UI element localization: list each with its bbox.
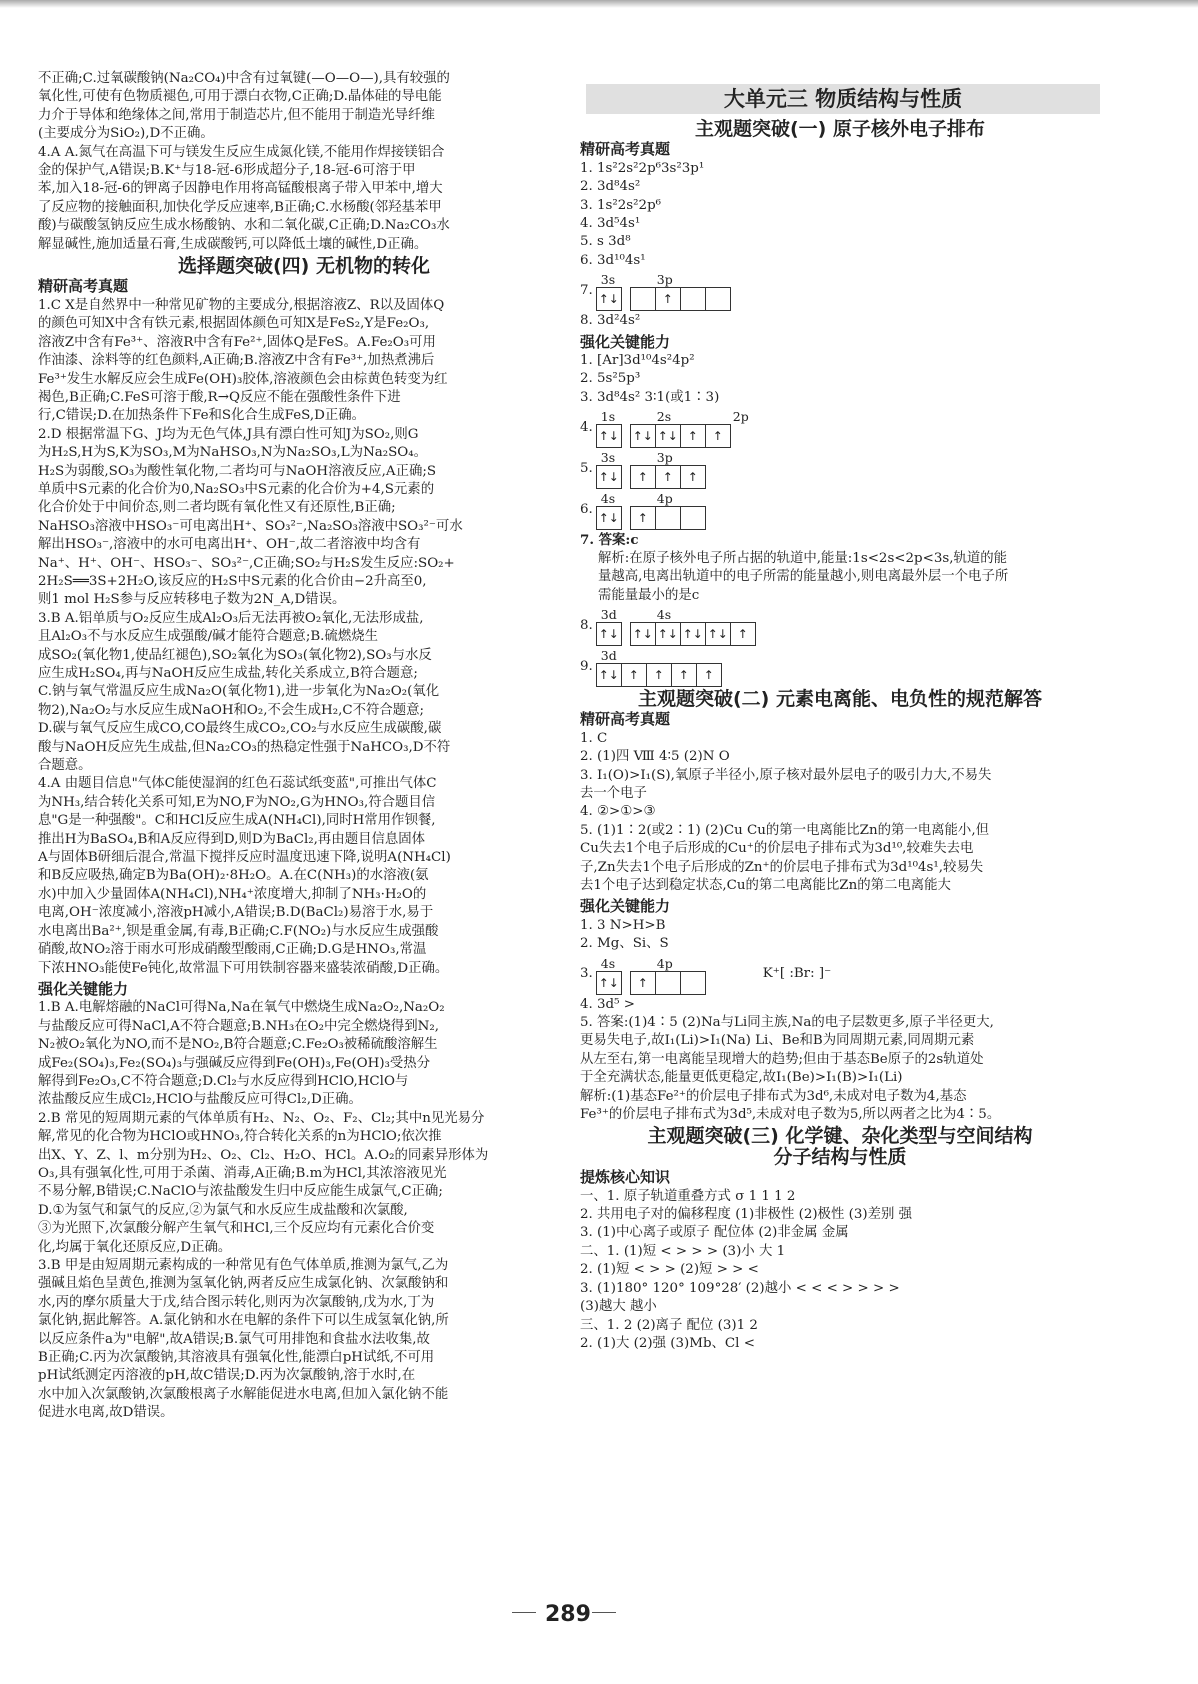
orbital-box-row (597, 622, 756, 646)
orbital-label: 4s (600, 955, 616, 971)
text-line: 硝酸,故NO₂溶于雨水可形成硝酸型酸雨,C正确;D.G是HNO₃,常温 (38, 942, 427, 958)
text-line: Na⁺、H⁺、OH⁻、HSO₃⁻、SO₃²⁻,C正确;SO₂与H₂S发生反应:SO₂+ (38, 555, 455, 571)
orbital-box-row (597, 663, 722, 687)
text-line: 水中加入次氯酸钠,次氯酸根离子水解能促进水电离,但加入氯化钠不能 (38, 1386, 449, 1402)
subsection-title: 提炼核心知识 (580, 1168, 671, 1187)
text-line: 解,常见的化合物为HClO或HNO₃,符合转化关系的n为HClO;依次推 (38, 1129, 442, 1145)
text-line: 解析:在原子核外电子所占据的轨道中,能量:1s<2s<2p<3s,轨道的能 (598, 550, 1008, 566)
section-title: 主观题突破(一) 原子核外电子排布 (695, 118, 985, 140)
orbital-label: 4p (656, 955, 673, 971)
orbital-box-row (597, 971, 729, 995)
orbital-labels (597, 955, 729, 971)
item-number: 5. (580, 461, 593, 477)
explanation (580, 550, 1100, 605)
text-line: O₃,具有强氧化性,可用于杀菌、消毒,A正确;B.m为HCl,其浓溶液见光 (38, 1165, 447, 1181)
text-line: 二、1. (1)短 < > > > (3)小 大 1 (580, 1243, 786, 1259)
text-line: (主要成分为SiO₂),D不正确。 (38, 126, 214, 142)
text-line: 化合价处于中间价态,则二者均既有氧化性又有还原性,B正确; (38, 500, 396, 516)
orbital-label: 2s (656, 409, 672, 425)
text-line: N₂被O₂氧化为NO,而不是NO₂,B符合题意;C.Fe₂O₃被稀硫酸溶解生 (38, 1037, 438, 1053)
text-line: 2. Mg、Si、S (580, 936, 669, 952)
right-column (580, 70, 1100, 1353)
orbital-box (655, 971, 681, 995)
text-line: 3. I₁(O)>I₁(S),氧原子半径小,原子核对最外层电子的吸引力大,不易失 (580, 767, 992, 783)
text-line: 物2),Na₂O₂与水反应生成NaOH和O₂,不会生成H₂,C不符合题意; (38, 702, 425, 718)
orbital-labels (597, 647, 722, 663)
orbital-diagram (580, 955, 1100, 995)
text-line: 出X、Y、Z、l、m分别为H₂、O₂、Cl₂、H₂O、HCl。A.O₂的同素异形体为 (38, 1147, 489, 1163)
text-line: 解出HSO₃⁻,溶液中的水可电离出H⁺、OH⁻,故二者溶液中均含有 (38, 537, 421, 553)
item-number: 4. (580, 420, 593, 436)
orbital-box: ↑ (696, 663, 722, 687)
text-line: ③为光照下,次氯酸分解产生氧气和HCl,三个反应均有元素化合价变 (38, 1221, 435, 1237)
text-line: 从左至右,第一电离能呈现增大的趋势;但由于基态Be原子的2s轨道处 (580, 1051, 984, 1067)
text-line: 应生成H₂SO₄,再与NaOH反应生成盐,转化关系成立,B符合题意; (38, 666, 418, 681)
text-line: 电离,OH⁻浓度减小,溶液pH减小,A错误;B.D(BaCl₂)易溶于水,易于 (38, 905, 434, 921)
answer-line: 7. 答案:c (580, 532, 639, 549)
orbital-box: ↑ (671, 663, 697, 687)
text-line: D.碳与氧气反应生成CO,CO最终生成CO₂,CO₂与水反应生成碳酸,碳 (38, 721, 442, 737)
answer-block (38, 297, 570, 978)
subsection-title: 强化关键能力 (580, 332, 671, 351)
text-line: 化,均属于氧化还原反应,D正确。 (38, 1239, 232, 1255)
orbital-box: ↑↓ (596, 465, 622, 489)
text-line: 3. 3d⁸4s² 3∶1(或1∶3) (580, 389, 720, 405)
text-line: 1. 1s²2s²2p⁶3s²3p¹ (580, 160, 705, 176)
text-line: 推出H为BaSO₄,B和A反应得到D,则D为BaCl₂,再由题目信息固体 (38, 831, 426, 847)
orbital-box: ↑ (630, 506, 656, 530)
text-line: 2. 5s²5p³ (580, 371, 641, 387)
orbital-box-row (597, 424, 805, 448)
orbital-diagram (580, 408, 1100, 448)
text-line: 2.B 常见的短周期元素的气体单质有H₂、N₂、O₂、F₂、Cl₂;其中n见光易分 (38, 1110, 485, 1126)
orbital-boxes (597, 647, 722, 687)
text-line: 4. ②>①>③ (580, 804, 656, 820)
text-line: Cu失去1个电子后形成的Cu⁺的价层电子排布式为3d¹⁰,较难失去电 (580, 841, 974, 857)
answer-list (580, 160, 1100, 270)
orbital-box (680, 506, 706, 530)
orbital-labels (597, 490, 729, 506)
text-line: 1.B A.电解熔融的NaCl可得Na,Na在氧气中燃烧生成Na₂O₂,Na₂O₂ (38, 1000, 445, 1016)
text-line: 浓盐酸反应生成Cl₂,HClO与盐酸反应可得Cl₂,D正确。 (38, 1092, 362, 1108)
text-line: 为H₂S,H为S,K为SO₃,M为NaHSO₃,N为Na₂SO₃,L为Na₂SO₄。 (38, 445, 428, 461)
orbital-box: ↑ (655, 287, 681, 311)
text-line: 4.A 由题目信息"气体C能使湿润的红色石蕊试纸变蓝",可推出气体C (38, 776, 437, 792)
orbital-box: ↑↓ (630, 424, 656, 448)
text-line: (3)越大 越小 (580, 1299, 657, 1315)
orbital-box: ↑↓ (596, 971, 622, 995)
answer-list (580, 352, 1100, 407)
text-line: 1. C (580, 730, 608, 746)
page-number-rule (592, 1612, 616, 1613)
orbital-box: ↑ (730, 622, 756, 646)
text-line: 2. (1)四 Ⅷ 4∶5 (2)N O (580, 749, 730, 765)
section-title: 主观题突破(三) 化学键、杂化类型与空间结构 (647, 1125, 1033, 1148)
orbital-box (680, 971, 706, 995)
text-line: 4.A A.氮气在高温下可与镁发生反应生成氮化镁,不能用作焊接镁铝合 (38, 144, 445, 160)
text-line: 1. 3 N>H>B (580, 917, 666, 933)
text-line: B正确;C.丙为次氯酸钠,其溶液具有强氧化性,能漂白pH试纸,不可用 (38, 1350, 435, 1366)
text-line: 以反应条件a为"电解",故A错误;B.氯气可用排饱和食盐水法收集,故 (38, 1331, 430, 1347)
text-line: 3. (1)中心离子或原子 配位体 (2)非金属 金属 (580, 1225, 849, 1241)
text-line: 于全充满状态,能量更低更稳定,故I₁(Be)>I₁(B)>I₁(Li) (580, 1070, 903, 1086)
text-line: 子,Zn失去1个电子后形成的Zn⁺的价层电子排布式为3d¹⁰4s¹,较易失 (580, 859, 984, 875)
item-number: 9. (580, 658, 593, 674)
orbital-label: 4p (656, 491, 673, 507)
text-line: 成Fe₂(SO₄)₃,Fe₂(SO₄)₃与强碱反应得到Fe(OH)₃,Fe(OH)₃受热分 (38, 1055, 431, 1071)
text-line: 下浓HNO₃能使Fe钝化,故常温下可用铁制容器来盛装浓硝酸,D正确。 (38, 960, 449, 976)
orbital-label: 4s (656, 606, 672, 622)
subsection-title: 精研高考真题 (38, 277, 129, 296)
page-number-rule (512, 1612, 536, 1613)
text-line: 2.D 根据常温下G、J均为无色气体,J具有漂白性可知J为SO₂,则G (38, 426, 419, 442)
orbital-label: 3d (600, 606, 617, 622)
text-line: Fe³⁺发生水解反应会生成Fe(OH)₃胶体,溶液颜色会由棕黄色转变为红 (38, 371, 448, 387)
orbital-labels (597, 271, 731, 287)
text-line: 溶液Z中含有Fe³⁺、溶液R中含有Fe²⁺,固体Q是FeS。A.Fe₂O₃可用 (38, 334, 436, 350)
page-number: 289 (545, 1602, 591, 1627)
text-line: 强碱且焰色呈黄色,推测为氢氧化钠,两者反应生成氯化钠、次氯酸钠和 (38, 1276, 449, 1292)
text-line: 需能量最小的是c (598, 587, 700, 603)
subsection-title: 精研高考真题 (580, 140, 671, 159)
answer-line: 8. 3d²4s² (580, 313, 641, 329)
text-line: 4. 3d⁵ > (580, 996, 635, 1012)
orbital-box: ↑↓ (596, 663, 622, 687)
orbital-label: 4s (600, 491, 616, 507)
orbital-label: 2p (732, 409, 749, 425)
text-line: 去1个电子达到稳定状态,Cu的第二电离能比Zn的第二电离能大 (580, 877, 951, 893)
text-line: 2. 共用电子对的偏移程度 (1)非极性 (2)极性 (3)差别 强 (580, 1207, 912, 1223)
orbital-box: ↑↓ (655, 622, 681, 646)
text-line: 了反应物的接触面积,加快化学反应速率,B正确;C.水杨酸(邻羟基苯甲 (38, 199, 442, 215)
orbital-box: ↑ (705, 424, 731, 448)
text-line: 4. 3d⁵4s¹ (580, 216, 641, 232)
answer-list (580, 1188, 1100, 1354)
section-title: 选择题突破(四) 无机物的转化 (178, 255, 430, 278)
orbital-diagram (580, 271, 1100, 311)
orbital-box (630, 287, 656, 311)
subsection-title: 强化关键能力 (38, 979, 129, 998)
text-line: A与固体B研细后混合,常温下搅拌反应时温度迅速下降,说明A(NH₄Cl) (38, 850, 451, 866)
text-line: pH试纸测定丙溶液的pH,故C错误;D.丙为次氯酸钠,溶于水时,在 (38, 1368, 416, 1384)
orbital-box: ↑ (630, 971, 656, 995)
text-line: 与盐酸反应可得NaCl,A不符合题意;B.NH₃在O₂中完全燃烧得到N₂, (38, 1018, 440, 1034)
text-line: 3. 1s²2s²2p⁶ (580, 197, 662, 213)
text-line: 更易失电子,故I₁(Li)>I₁(Na) Li、Be和B为同周期元素,同周期元素 (580, 1033, 975, 1049)
text-line: 水电离出Ba²⁺,钡是重金属,有毒,B正确;C.F(NO₂)与水反应生成强酸 (38, 923, 439, 939)
orbital-box: ↑↓ (596, 287, 622, 311)
text-line: 解显碱性,施加适量石膏,生成碳酸钙,可以降低土壤的碱性,D正确。 (38, 236, 428, 252)
text-line: D.①为氢气和氯气的反应,②为氯气和水反应生成盐酸和次氯酸, (38, 1202, 408, 1218)
text-line: 氯化钠,据此解答。A.氯化钠和水在电解的条件下可以生成氢氧化钠,所 (38, 1313, 449, 1329)
text-line: 量越高,电离出轨道中的电子所需的能量越小,则电离最外层一个电子所 (598, 569, 1009, 585)
text-line: 5. s 3d⁸ (580, 234, 631, 250)
orbital-labels (597, 606, 756, 622)
orbital-label: 1s (600, 409, 616, 425)
orbital-box-row (597, 287, 731, 311)
answer-list (580, 730, 1100, 896)
text-line: 力介于导体和绝缘体之间,常用于制造芯片,但不能用于制造光导纤维 (38, 107, 435, 123)
text-line: NaHSO₃溶液中HSO₃⁻可电离出H⁺、SO₃²⁻,Na₂SO₃溶液中SO₃²⁻可水 (38, 518, 463, 534)
section-title-2: 分子结构与性质 (773, 1145, 907, 1168)
text-line: 行,C错误;D.在加热条件下Fe和S化合生成FeS,D正确。 (38, 408, 365, 424)
text-line: 单质中S元素的化合价为0,Na₂SO₃中S元素的化合价为+4,S元素的 (38, 481, 435, 497)
orbital-box: ↑ (621, 663, 647, 687)
item-number: 3. (580, 966, 593, 982)
orbital-label: 3p (656, 272, 673, 288)
orbital-box: ↑↓ (655, 424, 681, 448)
item-number: 6. (580, 502, 593, 518)
orbital-boxes (597, 271, 731, 311)
orbital-label: 3d (600, 647, 617, 663)
orbital-boxes (597, 490, 729, 530)
section-title: 主观题突破(二) 元素电离能、电负性的规范解答 (638, 687, 1042, 710)
text-line: 2H₂S══3S+2H₂O,该反应的H₂S中S元素的化合价由−2升高至0, (38, 573, 427, 589)
text-line: 5. 答案:(1)4∶5 (2)Na与Li同主族,Na的电子层数更多,原子半径更大, (580, 1015, 994, 1030)
orbital-box: ↑ (680, 465, 706, 489)
top-edge (0, 0, 1198, 8)
text-line: 1. [Ar]3d¹⁰4s²4p² (580, 353, 695, 369)
answer-list (580, 996, 1100, 1125)
text-line: 水,丙的摩尔质量大于戊,结合图示转化,则丙为次氯酸钠,戊为水,丁为 (38, 1294, 435, 1310)
text-line: 酸)与碳酸氢钠反应生成水杨酸钠、水和二氧化碳,C正确;D.Na₂CO₃水 (38, 218, 450, 234)
orbital-box: ↑↓ (596, 506, 622, 530)
orbital-boxes (597, 606, 756, 646)
text-line: 合题意。 (38, 758, 92, 774)
text-line: 且Al₂O₃不与水反应生成强酸/碱才能符合题意;B.硫燃烧生 (38, 629, 378, 645)
text-line: 为NH₃,结合转化关系可知,E为NO,F为NO₂,G为HNO₃,符合题目信 (38, 794, 436, 810)
orbital-box: ↑ (655, 465, 681, 489)
text-line: 息"G是一种强酸"。C和HCl反应生成A(NH₄Cl),同时H常用作钡餐, (38, 813, 436, 829)
text-line: 1.C X是自然界中一种常见矿物的主要成分,根据溶液Z、R以及固体Q (38, 297, 445, 313)
orbital-box: ↑↓ (630, 622, 656, 646)
orbital-box-row (597, 506, 729, 530)
orbital-box (680, 287, 706, 311)
item-number: 7. (580, 283, 593, 299)
text-line: H₂S为弱酸,SO₃为酸性氧化物,二者均可与NaOH溶液反应,A正确;S (38, 463, 437, 479)
unit-banner: 大单元三 物质结构与性质 (586, 84, 1100, 114)
text-line: 2. (1)大 (2)强 (3)Mb、Cl < (580, 1335, 755, 1351)
orbital-labels (597, 449, 729, 465)
subsection-title: 精研高考真题 (580, 710, 671, 729)
text-line: 解得到Fe₂O₃,C不符合题意;D.Cl₂与水反应得到HClO,HClO与 (38, 1073, 409, 1089)
text-line: 褐色,B正确;C.FeS可溶于酸,R→Q反应不能在强酸性条件下进 (38, 389, 401, 405)
orbital-box-row (597, 465, 729, 489)
orbital-box: ↑ (680, 424, 706, 448)
answer-block (38, 999, 570, 1422)
text-line: 和B反应吸热,确定B为Ba(OH)₂·8H₂O。A.在C(NH₃)的水溶液(氨 (38, 868, 429, 884)
orbital-box: ↑↓ (596, 424, 622, 448)
orbital-box: ↑↓ (705, 622, 731, 646)
orbital-box: ↑ (646, 663, 672, 687)
orbital-box (655, 506, 681, 530)
orbital-box: ↑↓ (680, 622, 706, 646)
orbital-boxes (597, 408, 805, 448)
answer-list (580, 917, 1100, 954)
left-column (38, 70, 570, 1423)
orbital-boxes (597, 955, 729, 995)
text-line: Fe³⁺的价层电子排布式为3d⁵,未成对电子数为5,所以两者之比为4∶5。 (580, 1107, 1001, 1123)
text-line: 则1 mol H₂S参与反应转移电子数为2N_A,D错误。 (38, 592, 346, 608)
orbital-diagram (580, 449, 1100, 489)
text-line: 氧化性,可使有色物质褪色,可用于漂白衣物,C正确;D.晶体硅的导电能 (38, 89, 442, 105)
text-line: C.钠与氧气常温反应生成Na₂O(氧化物1),进一步氧化为Na₂O₂(氧化 (38, 684, 440, 700)
text-line: 一、1. 原子轨道重叠方式 σ 1 1 1 2 (580, 1188, 796, 1204)
orbital-diagram (580, 490, 1100, 530)
text-line: 三、1. 2 (2)离子 配位 (3)1 2 (580, 1317, 758, 1333)
text-line: 促进水电离,故D错误。 (38, 1405, 174, 1421)
text-line: 2. 3d⁸4s² (580, 179, 641, 195)
intro-text (38, 70, 570, 254)
text-line: 不正确;C.过氧碳酸钠(Na₂CO₄)中含有过氧键(—O—O—),具有较强的 (38, 71, 450, 86)
text-line: 3.B 甲是由短周期元素构成的一种常见有色气体单质,推测为氯气,乙为 (38, 1258, 449, 1273)
orbital-box: ↑↓ (596, 622, 622, 646)
text-line: 去一个电子 (580, 785, 647, 801)
text-line: 2. (1)短 < > > (2)短 > > < (580, 1262, 759, 1278)
electron-formula: K⁺[ :Br: ]⁻ (762, 966, 832, 982)
text-line: 酸与NaOH反应先生成盐,但Na₂CO₃的热稳定性强于NaHCO₃,D不符 (38, 739, 451, 755)
text-line: 的颜色可知X中含有铁元素,根据固体颜色可知X是FeS₂,Y是Fe₂O₃, (38, 316, 430, 332)
orbital-diagram (580, 606, 1100, 646)
text-line: 成SO₂(氧化物1,使品红褪色),SO₂氧化为SO₃(氧化物2),SO₃与水反 (38, 647, 432, 663)
text-line: 水)中加入少量固体A(NH₄Cl),NH₄⁺浓度增大,抑制了NH₃·H₂O的 (38, 886, 427, 902)
orbital-label: 3s (600, 450, 616, 466)
orbital-labels (597, 408, 805, 424)
item-number: 8. (580, 617, 593, 633)
text-line: 作油漆、涂料等的红色颜料,A正确;B.溶液Z中含有Fe³⁺,加热煮沸后 (38, 353, 435, 369)
text-line: 3. (1)180° 120° 109°28′ (2)越小 < < < > > > > (580, 1280, 900, 1296)
orbital-box: ↑ (630, 465, 656, 489)
text-line: 金的保护气,A错误;B.K⁺与18-冠-6形成超分子,18-冠-6可溶于甲 (38, 163, 416, 179)
text-line: 不易分解,B错误;C.NaClO与浓盐酸发生归中反应能生成氯气,C正确; (38, 1184, 443, 1200)
orbital-label: 3s (600, 272, 616, 288)
orbital-diagram (580, 647, 1100, 687)
text-line: 解析:(1)基态Fe²⁺的价层电子排布式为3d⁶,未成对电子数为4,基态 (580, 1088, 967, 1104)
text-line: 苯,加入18-冠-6的钾离子因静电作用将高锰酸根离子带入甲苯中,增大 (38, 181, 443, 197)
orbital-box (705, 287, 731, 311)
text-line: 5. (1)1∶2(或2∶1) (2)Cu Cu的第一电离能比Zn的第一电离能小,但 (580, 822, 989, 838)
orbital-label: 3p (656, 450, 673, 466)
orbital-boxes (597, 449, 729, 489)
subsection-title: 强化关键能力 (580, 897, 671, 916)
text-line: 3.B A.铝单质与O₂反应生成Al₂O₃后无法再被O₂氧化,无法形成盐, (38, 610, 424, 626)
text-line: 6. 3d¹⁰4s¹ (580, 252, 646, 268)
